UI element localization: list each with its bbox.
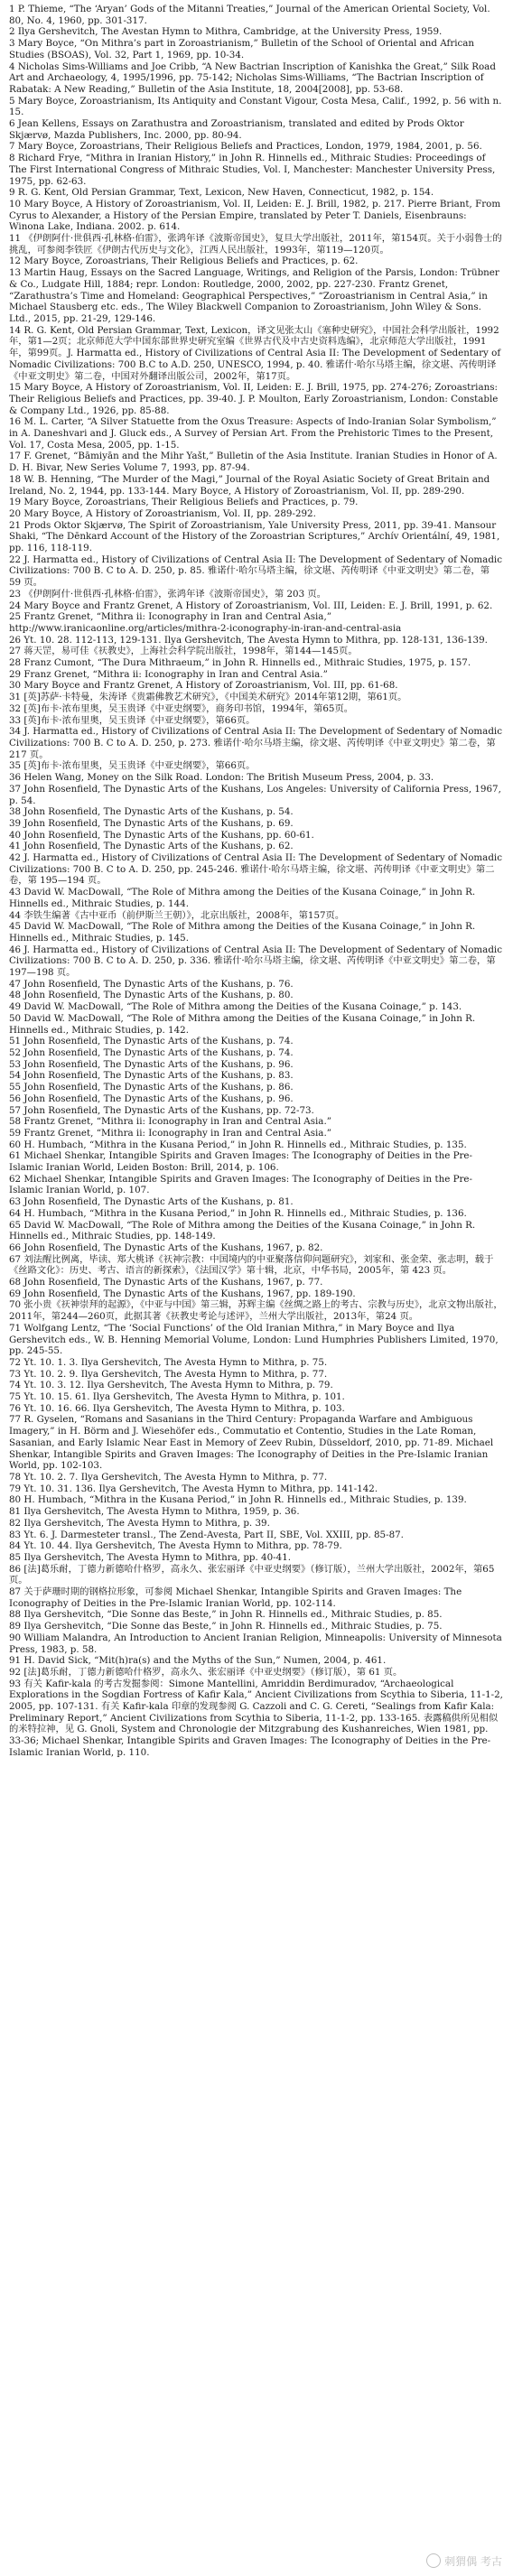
footnote-item: 56 John Rosenfield, The Dynastic Arts of the Kushans, p. 96. (9, 1093, 294, 1104)
footnote-item: 22 J. Harmatta ed., History of Civilizations of Central Asia II: The Development of Sedentary of Nomadic Civilizations: 700 B. C to A. D. 250, p. 85. 雅诺什·哈尔马塔主编，徐文堪、芮传明译《中亚文明史》第二卷，第 59 页。 (9, 553, 502, 589)
footnote-item: 16 M. L. Carter, “A Silver Statuette from the Oxus Treasure: Aspects of Indo-Iranian Solar Symbolism,” in A. Daneshvari and J. Gluck eds., A Survey of Persian Art. From the Prehistoric Times to the Present, Vol. 17, Costa Mesa, 2005, pp. 1-15. (9, 416, 497, 451)
footnote-item: 14 R. G. Kent, Old Persian Grammar, Text, Lexicon，译文见张太山《塞种史研究》，中国社会科学出版社，1992年，第1—2页；北京师范大学中国东部世界史研究室编《世界古代及中古史资料选编》，北京师范大学出版社，1991年，第99页。J. Harmatta ed., History of Civilizations of Central Asia II: The Development of Sedentary of Nomadic Civilizations: 700 B.C to A.D. 250, UNESCO, 1994, p. 40. 雅诺什·哈尔马塔主编，徐文堪、芮传明译《中亚文明史》第二卷，中国对外翻译出版公司，2002年，第17页。 (9, 324, 501, 382)
footnote-item: 46 J. Harmatta ed., History of Civilizations of Central Asia II: The Development of Sedentary of Nomadic Civilizations: 700 B. C to A. D. 250, p. 336. 雅诺什·哈尔马塔主编，徐文堪、芮传明译《中亚文明史》第二卷，第 197—198 页。 (9, 944, 502, 979)
footnote-item: 39 John Rosenfield, The Dynastic Arts of the Kushans, p. 69. (9, 817, 294, 829)
footnote-item: 20 Mary Boyce, A History of Zoroastrianism, Vol. II, pp. 289-292. (9, 507, 316, 519)
footnote-item: 75 Yt. 10. 15. 61. Ilya Gershevitch, The Avesta Hymn to Mithra, p. 101. (9, 1391, 345, 1403)
footnote-item: 40 John Rosenfield, The Dynastic Arts of the Kushans, pp. 60-61. (9, 829, 314, 841)
footnote-item: 5 Mary Boyce, Zoroastrianism, Its Antiquity and Constant Vigour, Costa Mesa, Calif., 1992, p. 56 with n. 15. (9, 95, 502, 118)
footnote-item: 36 Helen Wang, Money on the Silk Road. London: The British Museum Press, 2004, p. 33. (9, 772, 434, 784)
footnote-item: 60 H. Humbach, “Mithra in the Kusana Period,” in John R. Hinnells ed., Mithraic Studies, p. 135. (9, 1139, 467, 1150)
footnote-item: 81 Ilya Gershevitch, The Avesta Hymn to Mithra, 1959, p. 36. (9, 1506, 300, 1518)
footnote-item: 55 John Rosenfield, The Dynastic Arts of the Kushans, p. 86. (9, 1082, 294, 1093)
footnote-item: 30 Mary Boyce and Frantz Grenet, A History of Zoroastrianism, Vol. III, pp. 61-68. (9, 680, 398, 692)
footnote-item: 63 John Rosenfield, The Dynastic Arts of the Kushans, p. 81. (9, 1196, 294, 1208)
footnote-item: 19 Mary Boyce, Zoroastrians, Their Religious Beliefs and Practices, p. 79. (9, 497, 359, 508)
footnote-item: 66 John Rosenfield, The Dynastic Arts of the Kushans, 1967, p. 82. (9, 1242, 323, 1253)
footnote-item: 11 《伊朗阿什·世俱西·孔林格·伯雷》，张鸿年译《波斯帝国史》，复旦大学出版社，2011年，第154页。关于小弱鲁士的挑乱，可参阅李铁匠《伊朗古代历史与文化》，江西人民出版社，1993年，第119—120页。 (9, 233, 502, 256)
footnote-item: 7 Mary Boyce, Zoroastrians, Their Religious Beliefs and Practices, London, 1979, 1984, 2001, p. 56. (9, 141, 482, 153)
footnote-item: 43 David W. MacDowall, “The Role of Mithra among the Deities of the Kusana Coinage,” in John R. Hinnells ed., Mithraic Studies, p. 144. (9, 887, 476, 909)
footnote-item: 32 [英]布卡·浓布里奥，吴玉贵译《中亚史纲要》，商务印书馆，1994年，第65页。 (9, 702, 354, 714)
footnote-item: 17 F. Grenet, “Bāmiyān and the Mihr Yašt,” Bulletin of the Asia Institute. Iranian Studies in Honor of A. D. H. Bivar, New Series Volume 7, 1993, pp. 87-94. (9, 451, 498, 474)
footnote-item: 76 Yt. 10. 16. 66. Ilya Gershevitch, The Avesta Hymn to Mithra, p. 103. (9, 1402, 345, 1414)
footnote-item: 58 Frantz Grenet, “Mithra ii: Iconography in Iran and Central Asia.” (9, 1116, 331, 1128)
footnote-item: 25 Frantz Grenet, “Mithra ii: Iconography in Iran and Central Asia,” http://www.iranicaonline.org/articles/mithra-2-iconography-in-iran-and-central-asia (9, 611, 402, 634)
footnote-item: 12 Mary Boyce, Zoroastrians, Their Religious Beliefs and Practices, p. 62. (9, 256, 359, 267)
footnote-item: 61 Michael Shenkar, Intangible Spirits and Graven Images: The Iconography of Deities in the Pre-Islamic Iranian World, Leiden Boston: Brill, 2014, p. 106. (9, 1150, 473, 1174)
footnote-item: 1 P. Thieme, “The ‘Aryan’ Gods of the Mitanni Treaties,” Journal of the American Oriental Society, Vol. 80, No. 4, 1960, pp. 301-317. (9, 4, 490, 26)
footnote-item: 68 John Rosenfield, The Dynastic Arts of the Kushans, 1967, p. 77. (9, 1277, 323, 1288)
footnote-item: 80 H. Humbach, “Mithra in the Kusana Period,” in John R. Hinnells ed., Mithraic Studies, p. 139. (9, 1494, 467, 1506)
footnote-item: 35 [英]布卡·浓布里奥，吴玉贵译《中亚史纲要》，第66页。 (9, 760, 256, 772)
footnote-item: 90 William Malandra, An Introduction to Ancient Iranian Religion, Minneapolis: University of Minnesota Press, 1983, p. 58. (9, 1632, 502, 1655)
footnote-item: 91 H. David Sick, “Mit(h)ra(s) and the Myths of the Sun,” Numen, 2004, p. 461. (9, 1655, 387, 1667)
watermark (426, 2553, 502, 2569)
footnote-item: 57 John Rosenfield, The Dynastic Arts of the Kushans, pp. 72-73. (9, 1104, 314, 1116)
footnote-item: 27 蒋天罡，易可佳《祆教史》，上海社会科学院出版社，1998年，第144—145页。 (9, 646, 358, 657)
footnote-item: 2 Ilya Gershevitch, The Avestan Hymn to Mithra, Cambridge, at the University Press, 1959. (9, 26, 443, 38)
footnote-item: 62 Michael Shenkar, Intangible Spirits and Graven Images: The Iconography of Deities in the Pre-Islamic Iranian World, p. 107. (9, 1173, 473, 1196)
footnote-item: 88 Ilya Gershevitch, “Die Sonne das Beste,” in John R. Hinnells ed., Mithraic Studies, p. 85. (9, 1609, 443, 1621)
footnote-item: 74 Yt. 10. 3. 12. Ilya Gershevitch, The Avesta Hymn to Mithra, p. 79. (9, 1380, 333, 1391)
footnote-item: 54 John Rosenfield, The Dynastic Arts of the Kushans, p. 83. (9, 1070, 294, 1082)
footnote-item: 77 R. Gyselen, “Romans and Sasanians in the Third Century: Propaganda Warfare and Ambiguous Imagery,” in H. Börm and J. Wiesehöfer eds., Commutatio et Contentio, Studies in the Late Roman, Sasanian, and Early Islamic Near East in Memory of Zeev Rubin, Düsseldorf, 2010, pp. 71-89. Michael Shenkar, Intangible Spirits and Graven Images: The Iconography of Deities in the Pre-Islamic Iranian World, pp. 102-103. (9, 1414, 494, 1472)
footnote-item: 50 David W. MacDowall, “The Role of Mithra among the Deities of the Kusana Coinage,” in John R. Hinnells ed., Mithraic Studies, p. 142. (9, 1012, 476, 1036)
footnote-item: 18 W. B. Henning, “The Murder of the Magi,” Journal of the Royal Asiatic Society of Great Britain and Ireland, No. 2, 1944, pp. 133-144. Mary Boyce, A History of Zoroastrianism, Vol. II, pp. 289-290. (9, 473, 490, 497)
wechat-logo-icon (426, 2553, 441, 2568)
footnote-item: 84 Yt. 10. 44. Ilya Gershevitch, The Avesta Hymn to Mithra, pp. 78-79. (9, 1540, 342, 1552)
footnote-item: 4 Nicholas Sims-Williams and Joe Cribb, “A New Bactrian Inscription of Kanishka the Great,” Silk Road Art and Archaeology, 4, 1995/1996, pp. 75-142; Nicholas Sims-Williams, “The Bactrian Inscription of Rabatak: A New Reading,” Bulletin of the Asia Institute, 18, 2004[2008], pp. 53-68. (9, 60, 496, 95)
footnote-item: 42 J. Harmatta ed., History of Civilizations of Central Asia II: The Development of Sedentary of Nomadic Civilizations: 700 B. C to A. D. 250, pp. 245-246. 雅诺什·哈尔马塔主编，徐文堪、芮传明译《中亚文明史》第二卷，第 195—194 页。 (9, 852, 502, 887)
footnote-item: 9 R. G. Kent, Old Persian Grammar, Text, Lexicon, New Haven, Connecticut, 1982, p. 154. (9, 187, 434, 199)
footnote-item: 24 Mary Boyce and Frantz Grenet, A History of Zoroastrianism, Vol. III, Leiden: E. J. Brill, 1991, p. 62. (9, 600, 493, 611)
footnote-item: 38 John Rosenfield, The Dynastic Arts of the Kushans, p. 54. (9, 806, 294, 818)
footnote-item: 59 Frantz Grenet, “Mithra ii: Iconography in Iran and Central Asia.” (9, 1127, 331, 1139)
footnote-item: 26 Yt. 10. 28. 112-113, 129-131. Ilya Gershevitch, The Avesta Hymn to Mithra, pp. 128-131, 136-139. (9, 634, 488, 646)
watermark-text: 刺猬偶 考古 (444, 2555, 502, 2568)
footnote-item: 45 David W. MacDowall, “The Role of Mithra among the Deities of the Kusana Coinage,” in John R. Hinnells ed., Mithraic Studies, p. 145. (9, 921, 476, 944)
footnote-item: 29 Franz Grenet, “Mithra ii: Iconography in Iran and Central Asia.” (9, 668, 328, 680)
footnote-item: 72 Yt. 10. 1. 3. Ilya Gershevitch, The Avesta Hymn to Mithra, p. 75. (9, 1356, 328, 1368)
footnote-item: 82 Ilya Gershevitch, The Avesta Hymn to Mithra, p. 39. (9, 1517, 270, 1529)
footnote-item: 92 [法]葛乐耐，丁德力新德哈什格罗，高永久、张宏丽译《中亚史纲要》（修订版），第 61 页。 (9, 1666, 403, 1678)
footnote-item: 33 [英]布卡·浓布里奥，吴玉贵译《中亚史纲要》，第66页。 (9, 714, 256, 726)
footnote-item: 13 Martin Haug, Essays on the Sacred Language, Writings, and Religion of the Parsis, London: Trübner & Co., Ludgate Hill, 1884; repr. London: Routledge, 2000, 2002, pp. 227-230. Frantz Grenet, “Zarathustra’s Time and Homeland: Geographical Perspectives,” “Zoroastrianism in Central Asia,” in Michael Stausberg etc. eds., The Wiley Blackwell Companion to Zoroastrianism, John Wiley & Sons. Ltd., 2015, pp. 21-29, 129-146. (9, 267, 499, 324)
footnote-item: 23 《伊朗阿什·世俱西·孔林格·伯雷》，张鸿年译《波斯帝国史》，第 203 页。 (9, 588, 326, 600)
footnote-list (9, 4, 504, 1759)
footnote-item: 8 Richard Frye, “Mithra in Iranian History,” in John R. Hinnells ed., Mithraic Studies: Proceedings of The First International Congress of Mithraic Studies, Vol. I, Manchester: Manchester University Press, 1975, pp. 62-63. (9, 153, 496, 187)
footnote-item: 49 David W. MacDowall, “The Role of Mithra among the Deities of the Kusana Coinage,” p. 143. (9, 1001, 462, 1013)
footnote-item: 10 Mary Boyce, A History of Zoroastrianism, Vol. II, Leiden: E. J. Brill, 1982, p. 217. Pierre Briant, From Cyrus to Alexander, a History of the Persian Empire, translated by Peter T. Daniels, Eisenbrauns: Winona Lake, Indiana. 2002. p. 614. (9, 198, 501, 233)
footnote-item: 87 关于萨珊时期的钢格拉形象，可参阅 Michael Shenkar, Intangible Spirits and Graven Images: The Iconography of Deities in the Pre-Islamic Iranian World, pp. 102-114. (9, 1586, 462, 1609)
footnote-item: 64 H. Humbach, “Mithra in the Kusana Period,” in John R. Hinnells ed., Mithraic Studies, p. 136. (9, 1207, 467, 1219)
footnote-item: 52 John Rosenfield, The Dynastic Arts of the Kushans, p. 74. (9, 1046, 294, 1058)
footnote-item: 3 Mary Boyce, “On Mithra’s part in Zoroastrianism,” Bulletin of the School of Oriental and African Studies (BSOAS), Vol. 32, Part 1, 1969, pp. 10-34. (9, 38, 475, 60)
footnote-item: 21 Prods Oktor Skjærvø, The Spirit of Zoroastrianism, Yale University Press, 2011, pp. 39-41. Mansour Shaki, “The Dēnkard Account of the History of the Zoroastrian Scriptures,” Archív Orientální, 49, 1981, pp. 116, 118-119. (9, 519, 500, 554)
footnote-item: 89 Ilya Gershevitch, “Die Sonne das Beste,” in John R. Hinnells ed., Mithraic Studies, p. 75. (9, 1621, 443, 1632)
footnote-item: 83 Yt. 6. J. Darmesteter transl., The Zend-Avesta, Part II, SBE, Vol. XXIII, pp. 85-87. (9, 1529, 404, 1540)
footnote-item: 69 John Rosenfield, The Dynastic Arts of the Kushans, 1967, pp. 189-190. (9, 1288, 356, 1299)
footnote-item: 37 John Rosenfield, The Dynastic Arts of the Kushans, Los Angeles: University of California Press, 1967, p. 54. (9, 783, 501, 806)
footnote-item: 51 John Rosenfield, The Dynastic Arts of the Kushans, p. 74. (9, 1036, 294, 1047)
footnote-item: 70 张小贵《祆神崇拜的起源》，《中亚与中国》第三辑，苏辉主编《丝绸之路上的考古、宗教与历史》，北京文物出版社，2011年，第244—260页，此据其著《祆教史考论与述评》，兰州大学出版社，2013年，第24 页。 (9, 1299, 503, 1323)
footnote-item: 28 Franz Cumont, “The Dura Mithraeum,” in John R. Hinnells ed., Mithraic Studies, 1975, p. 157. (9, 657, 471, 669)
footnote-item: 67 刘法醒比例离，毕读、郑大桃译《祆神宗教：中国境内的中亚聚落信仰问题研究》，刘家和、张金荣、张志明，载于《丝路文化》：历史、考古、语言的新探索》，《法国汉学》第十辑，北京，中华书局，2005年，第 423 页。 (9, 1253, 494, 1277)
footnote-item: 15 Mary Boyce, A History of Zoroastrianism, Vol. II, Leiden: E. J. Brill, 1975, pp. 274-276; Zoroastrians: Their Religious Beliefs and Practices, pp. 39-40. J. P. Moulton, Early Zoroastrianism, London: Constable & Company Ltd., 1926, pp. 85-88. (9, 382, 499, 416)
footnote-item: 47 John Rosenfield, The Dynastic Arts of the Kushans, p. 76. (9, 978, 294, 990)
footnote-item: 79 Yt. 10. 31. 136. Ilya Gershevitch, The Avesta Hymn to Mithra, pp. 141-142. (9, 1483, 378, 1494)
footnote-item: 65 David W. MacDowall, “The Role of Mithra among the Deities of the Kusana Coinage,” in John R. Hinnells ed., Mithraic Studies, pp. 148-149. (9, 1219, 476, 1242)
footnote-item: 78 Yt. 10. 2. 7. Ilya Gershevitch, The Avesta Hymn to Mithra, p. 77. (9, 1472, 328, 1483)
footnote-item: 34 J. Harmatta ed., History of Civilizations of Central Asia II: The Development of Sedentary of Nomadic Civilizations: 700 B. C to A. D. 250, p. 273. 雅诺什·哈尔马塔主编，徐文堪、芮传明译《中亚文明史》第二卷，第 217 页。 (9, 726, 502, 760)
footnote-item: 6 Jean Kellens, Essays on Zarathustra and Zoroastrianism, translated and edited by Prods Oktor Skjærvø, Mazda Publishers, Inc. 2000, pp. 80-94. (9, 118, 464, 141)
footnote-item: 73 Yt. 10. 2. 9. Ilya Gershevitch, The Avesta Hymn to Mithra, p. 77. (9, 1368, 328, 1380)
footnote-item: 41 John Rosenfield, The Dynastic Arts of the Kushans, p. 62. (9, 841, 294, 852)
footnote-item: 31 [英]苏萨·卡特曼，朱涛译《贵霜佛教艺术研究》，《中国美术研究》2014年第12期，第61页。 (9, 692, 407, 703)
footnote-item: 53 John Rosenfield, The Dynastic Arts of the Kushans, p. 96. (9, 1058, 294, 1070)
footnote-item: 93 有关 Kafir-kala 的考古发掘参阅：Simone Mantellini, Amriddin Berdimuradov, “Archaeological Explorations in the Sogdian Fortress of Kafir Kala,” Ancient Civilizations from Scythia to Siberia, 11-1-2, 2005, pp. 107-131. 有关 Kafir-kala 印章的发现参阅 G. Cazzoli and C. G. Cereti, “Sealings from Kafir Kala: Preliminary Report,” Ancient Civilizations from Scythia to Siberia, 11-1-2, pp. 133-165. 表露稿供所见相似的米特拉神，见 G. Gnoli, System and Chronologie der Mitzgrabung des Kushanreiches, Wien 1981, pp. 33-36; Michael Shenkar, Intangible Spirits and Graven Images: The Iconography of Deities in the Pre-Islamic Iranian World, p. 110. (9, 1678, 503, 1758)
footnote-item: 48 John Rosenfield, The Dynastic Arts of the Kushans, p. 80. (9, 990, 294, 1001)
footnote-item: 71 Wolfgang Lentz, “The ‘Social Functions’ of the Old Iranian Mithra,” in Mary Boyce and Ilya Gershevitch eds., W. B. Henning Memorial Volume, London: Lund Humphries Publishers Limited, 1970, pp. 245-55. (9, 1322, 499, 1357)
footnote-item: 86 [法]葛乐耐，丁德力新德哈什格罗，高永久、张宏丽译《中亚史纲要》（修订版），兰州大学出版社，2002年，第65页。 (9, 1563, 495, 1586)
footnote-item: 85 Ilya Gershevitch, The Avesta Hymn to Mithra, pp. 40-41. (9, 1551, 292, 1563)
footnote-item: 44 李铁生编著《古中亚币（前伊斯兰王朝）》，北京出版社，2008年，第157页。 (9, 909, 345, 921)
